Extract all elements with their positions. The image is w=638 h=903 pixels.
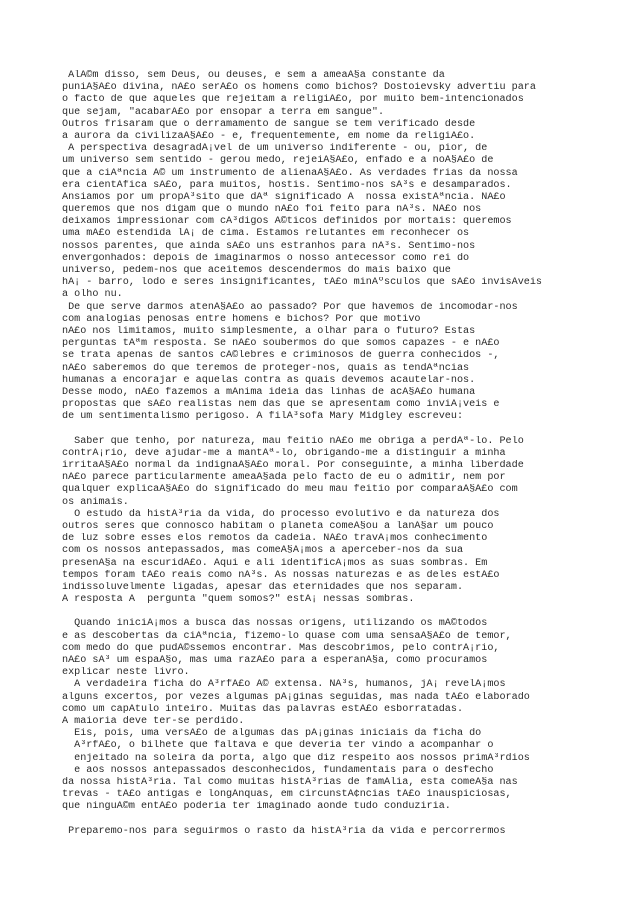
- text-line: Outros frisaram que o derramamento de sangue se tem verificado desde: [62, 118, 476, 130]
- text-line: que sejam, "acabarÃ£o por ensopar a terra em sangue".: [62, 106, 385, 118]
- text-line: Ansiamos por um propÃ³sito que dÃª significado Ã nossa existÃªncia. NÃ£o: [62, 191, 506, 203]
- text-line: explicar neste livro.: [62, 667, 190, 679]
- text-line: uma mÃ£o estendida lÃ¡ de cima. Estamos relutantes em reconhecer os: [62, 228, 470, 240]
- text-line: Eis, pois, uma versÃ£o de algumas das pÃ¡ginas iniciais da ficha do: [62, 728, 482, 740]
- text-line: nÃ£o saberemos do que teremos de proteger-nos, quais as tendÃªncias: [62, 362, 470, 374]
- text-line: nossos parentes, que ainda sÃ£o uns estranhos para nÃ³s. Sentimo-nos: [62, 240, 476, 252]
- text-line: tempos foram tÃ£o reais como nÃ³s. As nossas naturezas e as deles estÃ£o: [62, 569, 500, 581]
- text-line: queremos que nos digam que o mundo nÃ£o foi feito para nÃ³s. NÃ£o nos: [62, 204, 482, 216]
- text-line: contrÃ¡rio, deve ajudar-me a mantÃª-lo, obrigando-me a distinguir a minha: [62, 447, 506, 459]
- text-line: hÃ¡ - barro, lodo e seres insignificantes, tÃ£o minÃºsculos que sÃ£o invisÃveis: [62, 277, 543, 289]
- text-line: Desse modo, nÃ£o fazemos a mÃnima ideia das linhas de acÃ§Ã£o humana: [62, 386, 476, 398]
- text-line: trevas - tÃ£o antigas e longÃnquas, em circunstÃ¢ncias tÃ£o inauspiciosas,: [62, 789, 512, 801]
- text-line: os animais.: [62, 496, 129, 508]
- text-line: se trata apenas de santos cÃ©lebres e criminosos de guerra conhecidos -,: [62, 350, 500, 362]
- paragraph-gap: [62, 423, 622, 435]
- text-line: deixamos impressionar com cÃ³digos Ã©ticos definidos por mortais: queremos: [62, 216, 512, 228]
- text-line: a aurora da civilizaÃ§Ã£o - e, frequentemente, em nome da religiÃ£o.: [62, 130, 476, 142]
- text-line: de um sentimentalismo perigoso. A filÃ³sofa Mary Midgley escreveu:: [62, 411, 464, 423]
- text-line: um universo sem sentido - gerou medo, rejeiÃ§Ã£o, enfado e a noÃ§Ã£o de: [62, 155, 494, 167]
- paragraph-4: [62, 826, 622, 838]
- document-page: [62, 70, 622, 838]
- text-line: com os nossos antepassados, mas comeÃ§Ã¡mos a aperceber-nos da sua: [62, 545, 464, 557]
- text-line: qualquer explicaÃ§Ã£o do significado do meu mau feitio por comparaÃ§Ã£o com: [62, 484, 518, 496]
- text-line: A verdadeira ficha do Ã³rfÃ£o Ã© extensa. NÃ³s, humanos, jÃ¡ revelÃ¡mos: [62, 679, 506, 691]
- paragraph-2: [62, 436, 622, 607]
- paragraph-gap: [62, 813, 622, 825]
- text-line: que a ciÃªncia Ã© um instrumento de alienaÃ§Ã£o. As verdades frias da nossa: [62, 167, 518, 179]
- text-line: presenÃ§a na escuridÃ£o. Aqui e ali identificÃ¡mos as suas sombras. Em: [62, 557, 488, 569]
- text-line: e aos nossos antepassados desconhecidos, fundamentais para o desfecho: [62, 764, 494, 776]
- text-line: era cientÃfica sÃ£o, para muitos, hostis. Sentimo-nos sÃ³s e desamparados.: [62, 179, 512, 191]
- text-line: envergonhados: depois de imaginarmos o nosso antecessor como rei do: [62, 252, 470, 264]
- text-line: AlÃ©m disso, sem Deus, ou deuses, e sem a ameaÃ§a constante da: [62, 70, 445, 81]
- text-line: enjeitado na soleira da porta, algo que diz respeito aos nossos primÃ³rdios: [62, 752, 530, 764]
- text-line: e as descobertas da ciÃªncia, fizemo-lo quase com uma sensaÃ§Ã£o de temor,: [62, 630, 512, 642]
- text-line: nÃ£o sÃ³ um espaÃ§o, mas uma razÃ£o para a esperanÃ§a, como procuramos: [62, 655, 488, 666]
- text-line: universo, pedem-nos que aceitemos descendermos do mais baixo que: [62, 265, 451, 276]
- text-line: de luz sobre esses elos remotos da cadeia. NÃ£o travÃ¡mos conhecimento: [62, 533, 488, 545]
- paragraph-3: [62, 618, 622, 813]
- paragraph-1: [62, 70, 622, 423]
- text-line: O estudo da histÃ³ria da vida, do processo evolutivo e da natureza dos: [62, 508, 500, 520]
- text-line: com analogias penosas entre homens e bichos? Por que motivo: [62, 313, 421, 325]
- text-line: Quando iniciÃ¡mos a busca das nossas origens, utilizando os mÃ©todos: [62, 618, 488, 630]
- text-line: A resposta Ã pergunta "quem somos?" estÃ¡ nessas sombras.: [62, 594, 415, 606]
- text-line: da nossa histÃ³ria. Tal como muitas histÃ³rias de famÃlia, esta comeÃ§a nas: [62, 776, 518, 788]
- text-line: indissoluvelmente ligadas, apesar das eternidades que nos separam.: [62, 581, 464, 593]
- text-line: que ninguÃ©m entÃ£o poderia ter imaginado aonde tudo conduziria.: [62, 801, 451, 813]
- text-line: a olho nu.: [62, 289, 123, 301]
- text-line: nÃ£o nos limitamos, muito simplesmente, a olhar para o futuro? Estas: [62, 325, 476, 337]
- text-line: irritaÃ§Ã£o normal da indignaÃ§Ã£o moral. Por conseguinte, a minha liberdade: [62, 460, 524, 471]
- text-line: com medo do que pudÃ©ssemos encontrar. Mas descobrimos, pelo contrÃ¡rio,: [62, 642, 500, 654]
- text-line: o facto de que aqueles que rejeitam a religiÃ£o, por muito bem-intencionados: [62, 94, 524, 106]
- text-line: humanas a encorajar e aquelas contra as quais devemos acautelar-nos.: [62, 374, 476, 386]
- text-line: nÃ£o parece particularmente ameaÃ§ada pelo facto de eu o admitir, nem por: [62, 472, 506, 484]
- text-line: Ã³rfÃ£o, o bilhete que faltava e que deveria ter vindo a acompanhar o: [62, 740, 494, 752]
- text-line: perguntas tÃªm resposta. Se nÃ£o soubermos do que somos capazes - e nÃ£o: [62, 338, 500, 350]
- text-line: Saber que tenho, por natureza, mau feitio nÃ£o me obriga a perdÃª-lo. Pelo: [62, 435, 524, 447]
- text-line: como um capÃtulo inteiro. Muitas das palavras estÃ£o esborratadas.: [62, 703, 464, 715]
- text-line: puniÃ§Ã£o divina, nÃ£o serÃ£o os homens como bichos? Dostoievsky advertiu para: [62, 82, 536, 94]
- text-line: De que serve darmos atenÃ§Ã£o ao passado? Por que havemos de incomodar-nos: [62, 301, 518, 313]
- text-line: A perspectiva desagradÃ¡vel de um universo indiferente - ou, pior, de: [62, 143, 488, 155]
- text-line: outros seres que connosco habitam o planeta comeÃ§ou a lanÃ§ar um pouco: [62, 520, 494, 532]
- text-line: alguns excertos, por vezes algumas pÃ¡ginas seguidas, mas nada tÃ£o elaborado: [62, 691, 530, 703]
- text-line: Preparemo-nos para seguirmos o rasto da histÃ³ria da vida e percorrermos: [62, 825, 506, 837]
- text-line: propostas que sÃ£o realistas nem das que se apresentam como inviÃ¡veis e: [62, 399, 500, 411]
- text-line: A maioria deve ter-se perdido.: [62, 715, 245, 727]
- paragraph-gap: [62, 606, 622, 618]
